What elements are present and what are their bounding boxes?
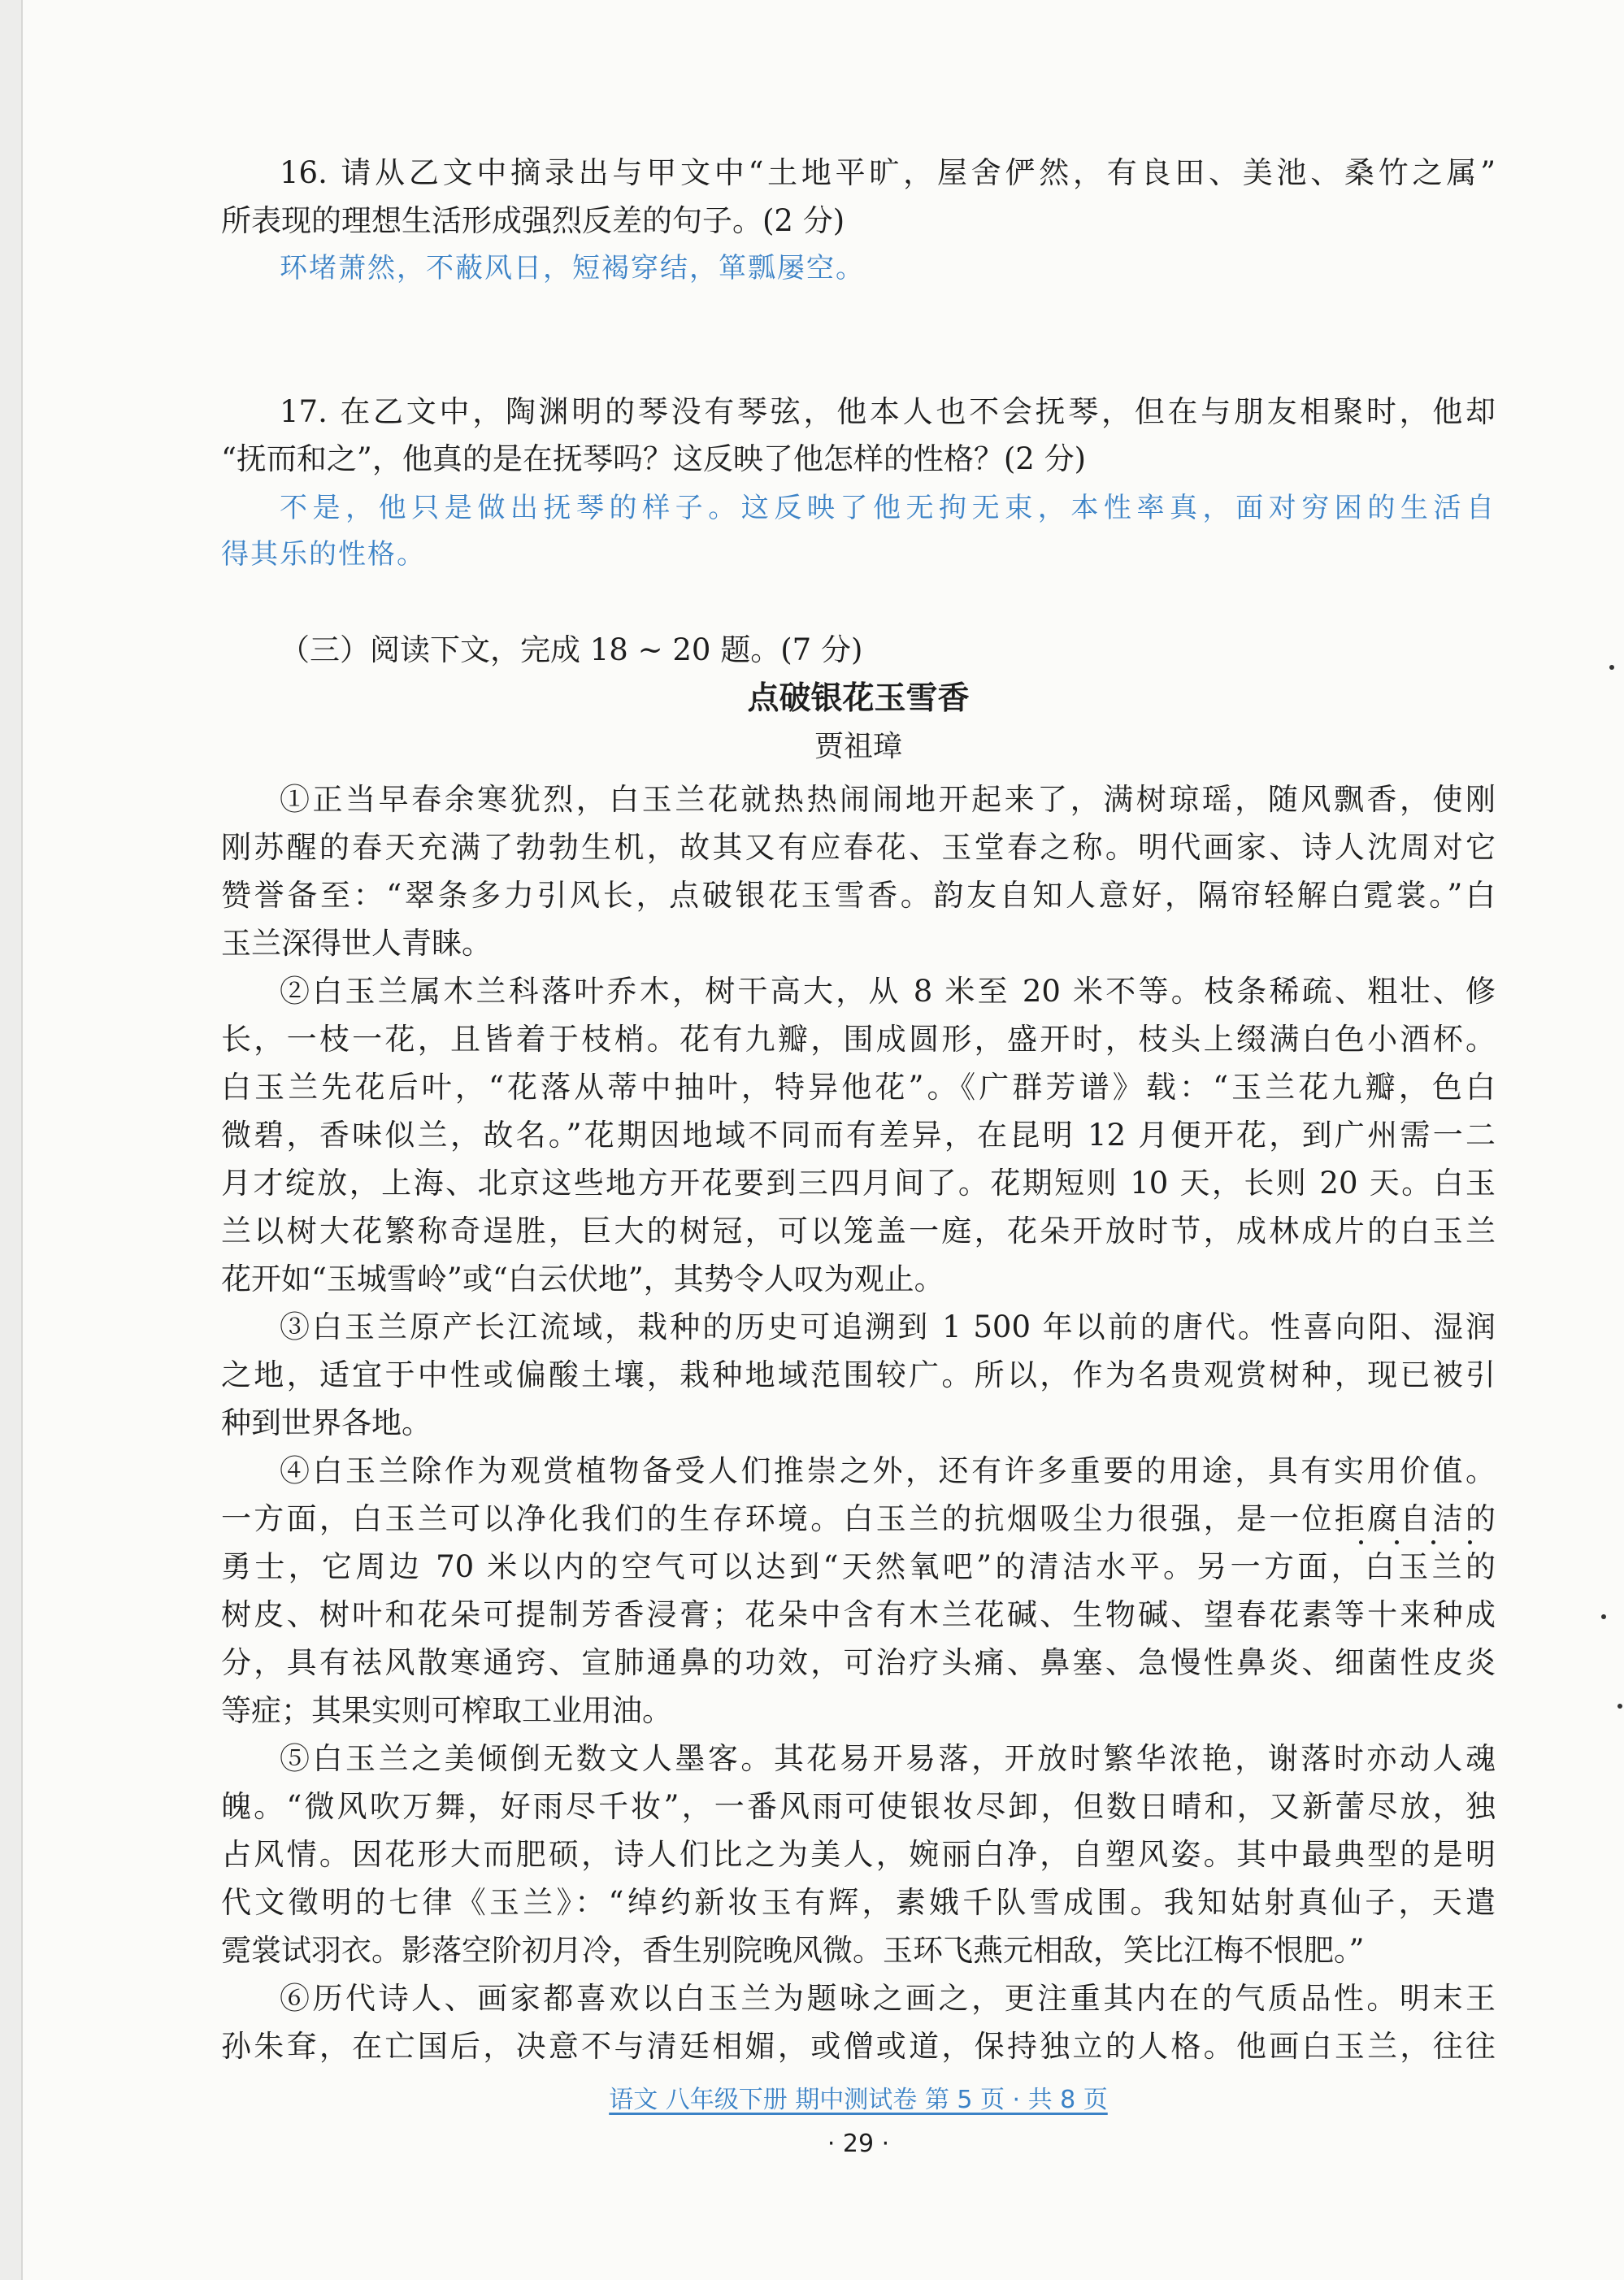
scan-edge (0, 0, 21, 2280)
margin-mark (1617, 1704, 1622, 1709)
article-title: 点破银花玉雪香 (747, 680, 970, 717)
article-line: 分，具有祛风散寒通窍、宣肺通鼻的功效，可治疗头痛、鼻塞、急慢性鼻炎、细菌性皮炎 (221, 1645, 1496, 1680)
article-line: 代文徵明的七律《玉兰》：“绰约新妆玉有辉，素娥千队雪成围。我知姑射真仙子，天遣 (221, 1885, 1496, 1920)
article-line: 赞誉备至：“翠条多力引风长，点破银花玉雪香。韵友自知人意好，隔帘轻解白霓裳。”白 (221, 878, 1496, 913)
article-line: 花开如“玉城雪岭”或“白云伏地”，其势令人叹为观止。 (221, 1262, 944, 1296)
article-line: ①正当早春余寒犹烈，白玉兰花就热热闹闹地开起来了，满树琼瑶，随风飘香，使刚 (280, 782, 1496, 817)
footer-info: 语文 八年级下册 期中测试卷 第 5 页 · 共 8 页 (609, 2086, 1108, 2114)
article-line: 孙朱耷，在亡国后，决意不与清廷相媚，或僧或道，保持独立的人格。他画白玉兰，往往 (221, 2029, 1496, 2064)
article-line: 等症；其果实则可榨取工业用油。 (221, 1693, 672, 1728)
question-17-line-1: 17. 在乙文中，陶渊明的琴没有琴弦，他本人也不会抚琴，但在与朋友相聚时，他却 (280, 394, 1496, 429)
question-17-line-2: “抚而和之”，他真的是在抚琴吗？这反映了他怎样的性格？(2 分) (221, 441, 1087, 476)
article-line: ⑤白玉兰之美倾倒无数文人墨客。其花易开易落，开放时繁华浓艳，谢落时亦动人魂 (280, 1741, 1496, 1776)
article-line: ③白玉兰原产长江流域，栽种的历史可追溯到 1 500 年以前的唐代。性喜向阳、湿润 (280, 1309, 1496, 1344)
article-line: 一方面，白玉兰可以净化我们的生存环境。白玉兰的抗烟吸尘力很强，是一位拒腐自洁的 (221, 1501, 1496, 1536)
article-author: 贾祖璋 (814, 730, 902, 763)
answer-17-line-2: 得其乐的性格。 (221, 538, 426, 571)
article-line: 树皮、树叶和花朵可提制芳香浸膏；花朵中含有木兰花碱、生物碱、望春花素等十来种成 (221, 1597, 1496, 1632)
article-line: 兰以树大花繁称奇逞胜，巨大的树冠，可以笼盖一庭，花朵开放时节，成林成片的白玉兰 (221, 1214, 1496, 1249)
article-line: ⑥历代诗人、画家都喜欢以白玉兰为题咏之画之，更注重其内在的气质品性。明末王 (280, 1981, 1496, 2016)
article-line: 勇士，它周边 70 米以内的空气可以达到“天然氧吧”的清洁水平。另一方面，白玉兰的 (221, 1549, 1496, 1584)
article-line: 占风情。因花形大而肥硕，诗人们比之为美人，婉丽白净，自塑风姿。其中最典型的是明 (221, 1837, 1496, 1872)
article-line: 微碧，香味似兰，故名。”花期因地域不同而有差异，在昆明 12 月便开花，到广州需一二 (221, 1118, 1496, 1153)
article-line: 魄。“微风吹万舞，好雨尽千妆”，一番风雨可使银妆尽卸，但数日晴和，又新蕾尽放，独 (221, 1789, 1496, 1824)
article-line: 玉兰深得世人青睐。 (221, 926, 492, 961)
article-line: 长，一枝一花，且皆着于枝梢。花有九瓣，围成圆形，盛开时，枝头上缀满白色小酒杯。 (221, 1022, 1496, 1057)
article-line: 之地，适宜于中性或偏酸土壤，栽种地域范围较广。所以，作为名贵观赏树种，现已被引 (221, 1357, 1496, 1392)
margin-mark (1601, 1614, 1606, 1619)
question-16-line-2: 所表现的理想生活形成强烈反差的句子。(2 分) (221, 203, 845, 238)
scan-edge-line (21, 0, 23, 2280)
answer-17-line-1: 不是，他只是做出抚琴的样子。这反映了他无拘无束，本性率真，面对穷困的生活自 (280, 492, 1496, 524)
question-16-line-1: 16. 请从乙文中摘录出与甲文中“土地平旷，屋舍俨然，有良田、美池、桑竹之属” (280, 155, 1496, 190)
emphasis-dots (1357, 1540, 1487, 1547)
page-number: · 29 · (827, 2130, 890, 2158)
article-line: 刚苏醒的春天充满了勃勃生机，故其又有应春花、玉堂春之称。明代画家、诗人沈周对它 (221, 830, 1496, 865)
section-heading: （三）阅读下文，完成 18 ~ 20 题。(7 分) (280, 632, 863, 667)
margin-mark (1609, 665, 1614, 670)
article-line: 白玉兰先花后叶，“花落从蒂中抽叶，特异他花”。《广群芳谱》载：“玉兰花九瓣，色白 (221, 1070, 1496, 1105)
answer-16: 环堵萧然，不蔽风日，短褐穿结，箪瓢屡空。 (280, 252, 865, 284)
article-line: ②白玉兰属木兰科落叶乔木，树干高大，从 8 米至 20 米不等。枝条稀疏、粗壮、修 (280, 974, 1496, 1009)
article-line: 月才绽放，上海、北京这些地方开花要到三四月间了。花期短则 10 天，长则 20 天。白玉 (221, 1166, 1496, 1201)
article-line: 霓裳试羽衣。影落空阶初月冷，香生别院晚风微。玉环飞燕元相敌，笑比江梅不恨肥。” (221, 1933, 1365, 1968)
article-line: ④白玉兰除作为观赏植物备受人们推崇之外，还有许多重要的用途，具有实用价值。 (280, 1453, 1496, 1488)
article-line: 种到世界各地。 (221, 1405, 432, 1440)
